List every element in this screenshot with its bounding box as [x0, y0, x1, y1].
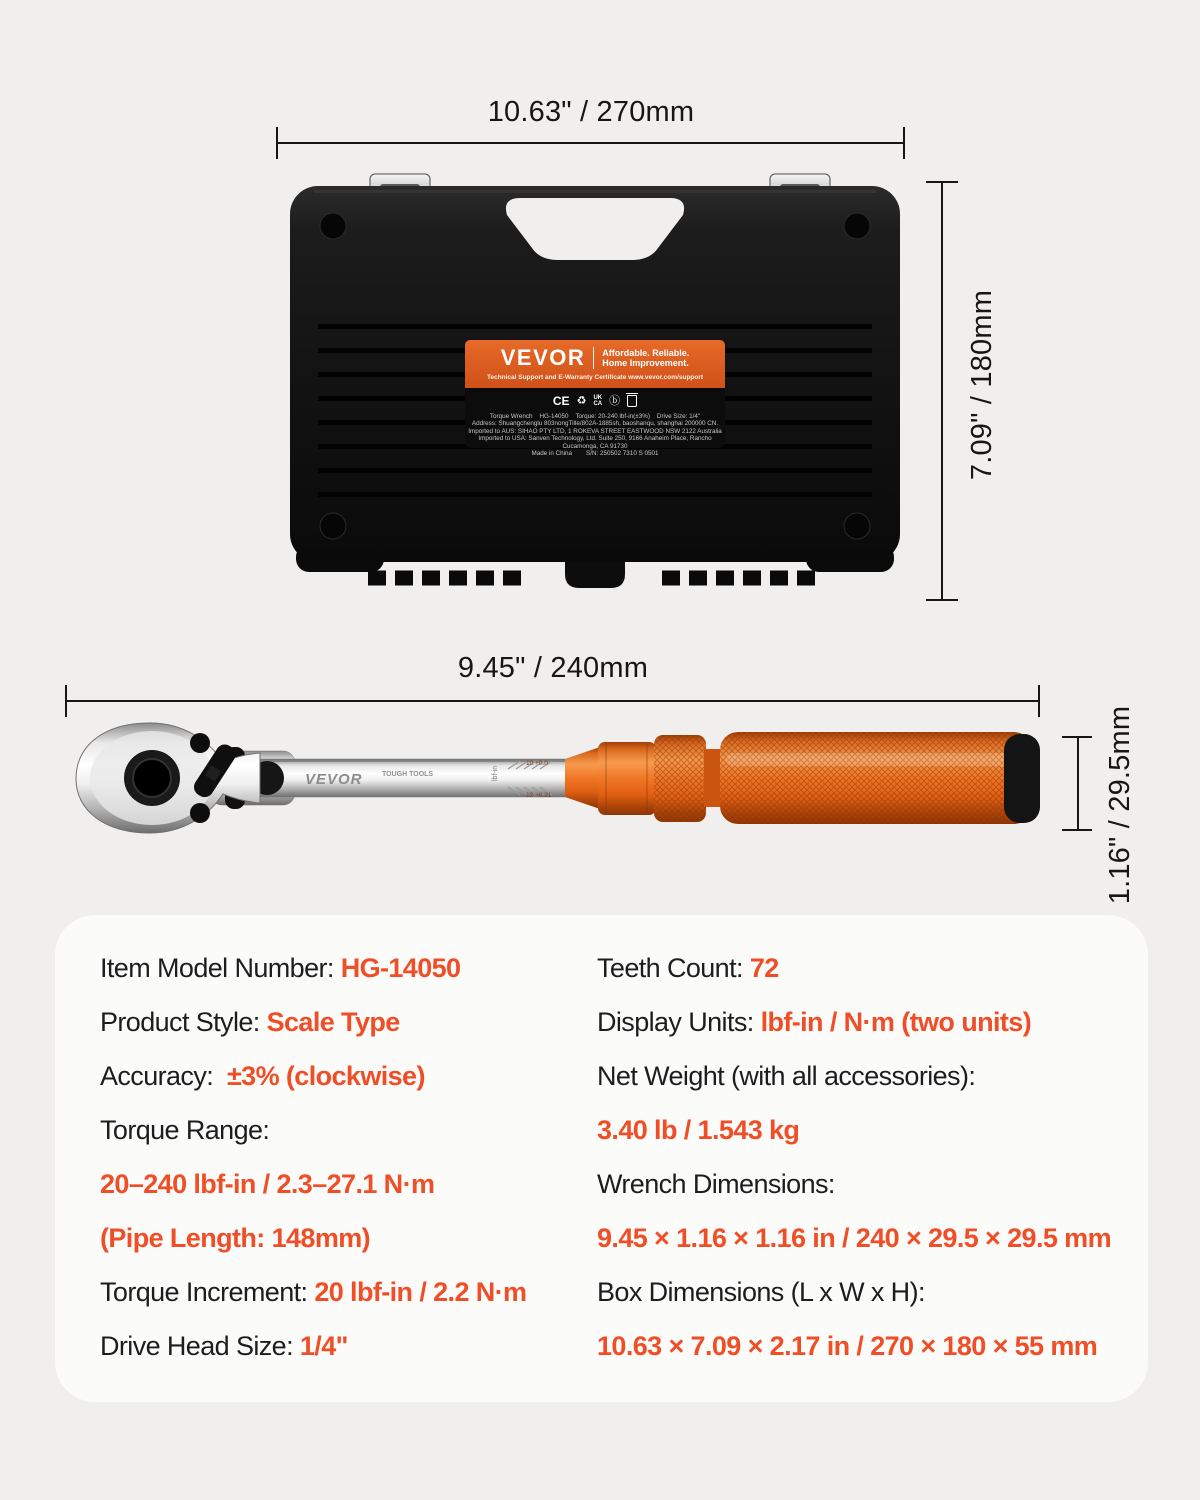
wrench-length-dimension-label: 9.45" / 240mm — [457, 652, 649, 684]
spec-row: 10.63 × 7.09 × 2.17 in / 270 × 180 × 55 mm — [597, 1330, 1098, 1361]
dimension-tick — [1062, 829, 1092, 831]
certification-icon: ⓑ — [609, 394, 621, 407]
spec-row: Display Units: lbf-in / N·m (two units) — [597, 1006, 1032, 1037]
wrench-drawing — [60, 703, 1050, 843]
dimension-tick — [926, 181, 958, 183]
certification-icons — [465, 392, 725, 410]
wrench-end-cap — [1004, 734, 1040, 823]
wrench-scale-value-bottom: 12 −0.21 — [526, 792, 552, 799]
specifications-panel — [55, 915, 1148, 1402]
spec-row: (Pipe Length: 148mm) — [100, 1222, 371, 1253]
wrench-height-dimension-line — [1077, 737, 1079, 830]
spec-row: Drive Head Size: 1/4" — [100, 1330, 348, 1361]
case-latch-tab — [565, 558, 625, 588]
spec-column-right — [597, 941, 1142, 1373]
dimension-tick — [1062, 736, 1092, 738]
head-screw — [190, 733, 210, 753]
dimension-tick — [903, 127, 905, 159]
wrench-image — [60, 703, 1050, 843]
wrench-subbrand-engraving: TOUGH TOOLS — [382, 771, 434, 778]
spec-row: 20–240 lbf-in / 2.3–27.1 N·m — [100, 1168, 435, 1199]
case-image — [288, 170, 902, 602]
spec-row: Box Dimensions (L x W x H): — [597, 1276, 925, 1307]
spec-row: Torque Increment: 20 lbf-in / 2.2 N·m — [100, 1276, 527, 1307]
label-tagline: Affordable. Reliable. — [602, 348, 690, 358]
case-label-band — [465, 340, 725, 388]
label-tagline: Home Improvement. — [602, 358, 689, 368]
spec-row: Teeth Count: 72 — [597, 952, 779, 983]
wrench-length-dimension-line — [66, 700, 1040, 702]
spec-row: Torque Range: — [100, 1114, 270, 1145]
ce-mark-icon: CE — [552, 394, 570, 408]
spec-column-left — [100, 941, 590, 1373]
wrench-unit-engraving: lbf-in — [492, 765, 499, 781]
vevor-logo: VEVOR — [500, 345, 586, 370]
wrench-brand-engraving: VEVOR — [305, 771, 363, 788]
spec-row: Item Model Number: HG-14050 — [100, 952, 461, 983]
spec-row: Wrench Dimensions: — [597, 1168, 835, 1199]
label-support-line: Technical Support and E-Warranty Certificate www.vevor.com/support — [486, 374, 704, 381]
case-height-dimension-label: 7.09" / 180mm — [966, 289, 998, 481]
ukca-mark-icon: UK CA — [593, 394, 603, 407]
case-width-dimension-line — [277, 142, 905, 144]
spec-row: 9.45 × 1.16 × 1.16 in / 240 × 29.5 × 29.5 mm — [597, 1222, 1111, 1253]
spec-row: 3.40 lb / 1.543 kg — [597, 1114, 800, 1145]
label-divider — [593, 347, 594, 369]
label-fineprint: Torque Wrench HG-14050 Torque: 20-240 lbf-in(±3%) Drive Size: 1/4" Address: Shuangchenglu 803nongTille/802A-1885sh, baoshanqu, shanghai 200000 CN. Imported to AUS: SIHAO PTY LTD, 1 ROKEVA STREET EASTWOOD NSW 2122 Australia Imported to USA: Sanven Technology, Ltd. Suite 250, 9166 Anaheim Place, Rancho Cucamonga, CA 91730 Made in China S/N: 250502 7310 S 0501 — [468, 413, 722, 458]
dimension-tick — [926, 599, 958, 601]
case-width-dimension-label: 10.63" / 270mm — [487, 96, 695, 128]
case-height-dimension-line — [941, 182, 943, 600]
wrench-collar-cone — [565, 747, 600, 809]
dimension-tick — [276, 127, 278, 159]
wrench-scale-value-top: 10 +0.0 — [526, 760, 548, 767]
wrench-shaft — [245, 759, 570, 797]
head-screw — [190, 803, 210, 823]
wrench-height-dimension-label: 1.16" / 29.5mm — [1104, 705, 1136, 905]
recycle-icon: ♻ — [576, 394, 587, 407]
spec-row: Net Weight (with all accessories): — [597, 1060, 976, 1091]
weee-bin-icon — [627, 395, 637, 407]
case-label — [465, 340, 725, 458]
spec-row: Product Style: Scale Type — [100, 1006, 400, 1037]
spec-row: Accuracy: ±3% (clockwise) — [100, 1060, 425, 1091]
